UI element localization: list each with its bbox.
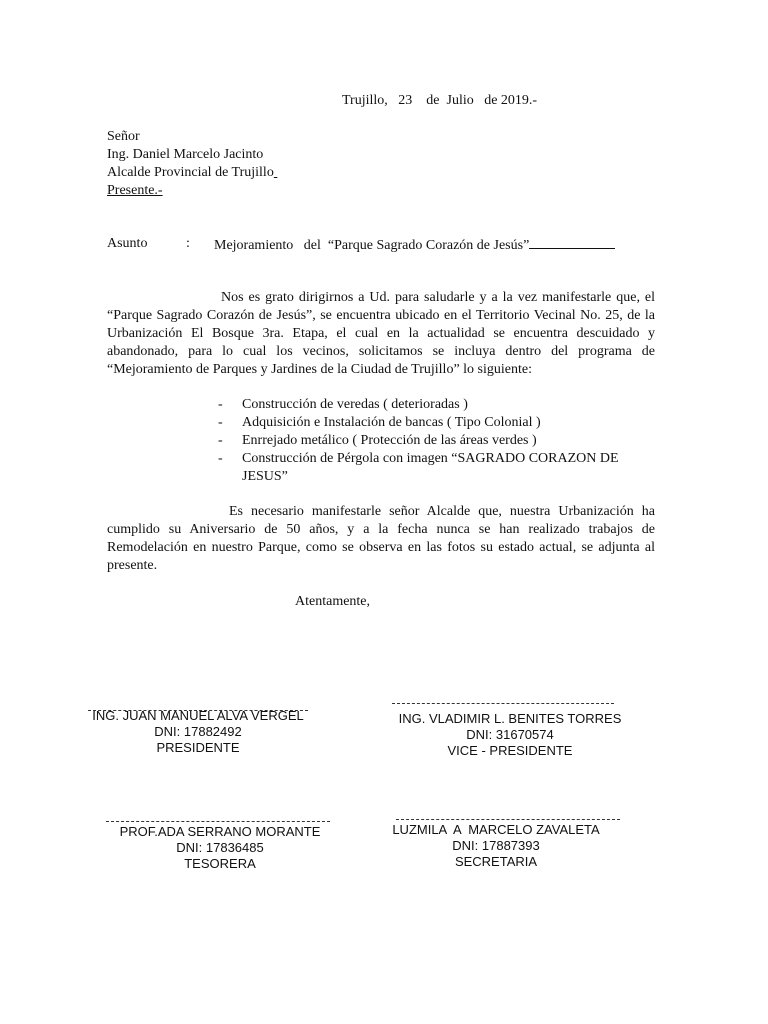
subject-label: Asunto bbox=[107, 236, 148, 251]
signer-role: PRESIDENTE bbox=[156, 740, 240, 755]
recipient-salutation: Señor bbox=[107, 129, 140, 144]
signature-line bbox=[396, 819, 620, 820]
closing: Atentamente, bbox=[295, 594, 371, 609]
list-item: - Enrrejado metálico ( Protección de las áreas verdes ) bbox=[218, 433, 537, 448]
list-item: - Construcción de Pérgola con imagen “SAGRADO CORAZON DE JESUS” bbox=[218, 451, 619, 484]
signer-name: LUZMILA A MARCELO ZAVALETA bbox=[392, 822, 600, 837]
paragraph-intro: Nos es grato dirigirnos a Ud. para saludarle y a la vez manifestarle que, el “Parque Sagrado Corazón de Jesús”, se encuentra ubicado en el Territorio Vecinal No. 25, de la Urbanización El Bosque 3ra. Etapa, el cual en la actualidad se encuentra descuidado y abandonado, para lo cual los vecinos, solicitamos se incluya dentro del programa de “Mejoramiento de Parques y Jardines de la Ciudad de Trujillo” lo siguiente: bbox=[107, 290, 655, 377]
signer-dni: DNI: 31670574 bbox=[466, 727, 554, 742]
signature-vice-president bbox=[386, 711, 634, 759]
signer-name: ING. JUAN MANUEL ALVA VERGEL bbox=[92, 708, 304, 723]
subject-colon: : bbox=[186, 236, 190, 251]
recipient-title: Alcalde Provincial de Trujillo bbox=[107, 165, 274, 180]
subject-underline bbox=[529, 235, 615, 249]
signer-dni: DNI: 17836485 bbox=[176, 840, 264, 855]
list-item: - Construcción de veredas ( deterioradas ) bbox=[218, 397, 468, 412]
signer-name: PROF.ADA SERRANO MORANTE bbox=[119, 824, 321, 839]
place-date: Trujillo, 23 de Julio de 2019.- bbox=[342, 93, 538, 108]
recipient-name: Ing. Daniel Marcelo Jacinto bbox=[107, 147, 264, 162]
signer-role: VICE - PRESIDENTE bbox=[447, 743, 573, 758]
recipient-presente: Presente.- bbox=[107, 183, 163, 198]
signer-role: TESORERA bbox=[184, 856, 256, 871]
signer-name: ING. VLADIMIR L. BENITES TORRES bbox=[398, 711, 622, 726]
signature-secretary bbox=[376, 822, 616, 870]
signature-line bbox=[106, 821, 330, 822]
signer-role: SECRETARIA bbox=[454, 854, 538, 869]
signer-dni: DNI: 17887393 bbox=[452, 838, 540, 853]
signer-dni: DNI: 17882492 bbox=[154, 724, 242, 739]
paragraph-anniversary: Es necesario manifestarle señor Alcalde que, nuestra Urbanización ha cumplido su Aniversario de 50 años, y a la fecha nunca se han realizado trabajos de Remodelación en nuestro Parque, como se observa en las fotos su estado actual, se adjunta al presente. bbox=[107, 504, 655, 573]
signature-president bbox=[78, 708, 318, 756]
requests-list bbox=[218, 396, 658, 486]
signature-treasurer bbox=[100, 824, 340, 872]
subject-text: Mejoramiento del “Parque Sagrado Corazón de Jesús” bbox=[214, 235, 615, 255]
signature-line bbox=[392, 703, 614, 704]
list-item: - Adquisición e Instalación de bancas ( Tipo Colonial ) bbox=[218, 415, 541, 430]
